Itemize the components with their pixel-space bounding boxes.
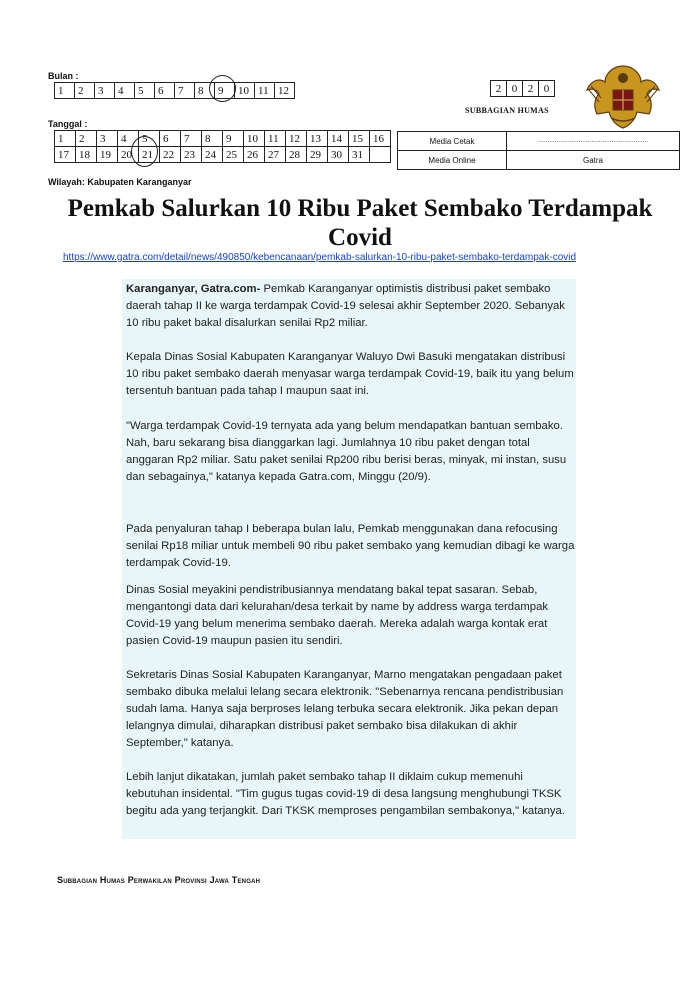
tanggal-cell: 6	[160, 131, 181, 147]
selected-month-circle	[209, 75, 236, 102]
garuda-emblem-icon	[583, 60, 663, 132]
tanggal-cell: 27	[265, 147, 286, 163]
tanggal-cell: 30	[328, 147, 349, 163]
tanggal-cell: 11	[265, 131, 286, 147]
footer-org: Subbagian Humas Perwakilan Provinsi Jawa Tengah	[57, 875, 261, 885]
tanggal-cell: 15	[349, 131, 370, 147]
wilayah: Wilayah: Kabupaten Karanganyar	[48, 177, 192, 187]
tanggal-cell: 18	[76, 147, 97, 163]
lead-text: Pemkab Karanganyar optimistis distribusi paket sembako daerah tahap II ke warga terdampak Covid-19 selesai akhir September 2020. Sebanyak 10 ribu paket bakal disalurkan senilai Rp2 miliar.	[126, 283, 565, 329]
tanggal-cell: 20	[118, 147, 139, 163]
org-name: SUBBAGIAN HUMAS	[465, 106, 549, 115]
tanggal-grid	[54, 130, 391, 163]
tanggal-cell: 19	[97, 147, 118, 163]
year-digit: 0	[539, 81, 555, 97]
bulan-cell: 8	[195, 83, 215, 99]
tanggal-cell: 5	[139, 131, 160, 147]
dateline: Karanganyar, Gatra.com-	[126, 283, 261, 295]
article-body	[122, 279, 576, 839]
year-grid	[490, 80, 555, 97]
tanggal-cell: 28	[286, 147, 307, 163]
year-digit: 2	[523, 81, 539, 97]
tanggal-cell: 31	[349, 147, 370, 163]
tanggal-cell	[370, 147, 391, 163]
tanggal-cell: 25	[223, 147, 244, 163]
selected-date-circle	[131, 136, 158, 167]
bulan-cell: 11	[255, 83, 275, 99]
article-paragraph: Sekretaris Dinas Sosial Kabupaten Karanganyar, Marno mengatakan pengadaan paket sembako dibuka melalui lelang secara elektronik. "Sebenarnya rencana pendistribusian sudah lama. Hanya saja berproses lelang terbuka secara elektronik. Jika pekan depan lelangnya dimulai, diharapkan distribusi paket sembako bisa dilakukan di akhir September," katanya.	[126, 669, 564, 749]
bulan-cell: 9	[215, 83, 235, 99]
tanggal-cell: 9	[223, 131, 244, 147]
bulan-cell: 3	[95, 83, 115, 99]
bulan-label: Bulan :	[48, 71, 79, 81]
bulan-cell: 7	[175, 83, 195, 99]
tanggal-cell: 24	[202, 147, 223, 163]
tanggal-cell: 1	[55, 131, 76, 147]
tanggal-label: Tanggal :	[48, 119, 88, 129]
tanggal-cell: 12	[286, 131, 307, 147]
tanggal-cell: 2	[76, 131, 97, 147]
tanggal-cell: 17	[55, 147, 76, 163]
media-table	[397, 131, 680, 170]
article-paragraph: Dinas Sosial meyakini pendistribusiannya mendatang bakal tepat sasaran. Sebab, mengantongi data dari kelurahan/desa terkait by name by address warga terdampak Covid-19 yang belum menerima sembako daerah. Mereka adalah warga kontak erat pasien Covid-19 maupun pasien itu sendiri.	[126, 584, 549, 647]
tanggal-cell: 7	[181, 131, 202, 147]
bulan-cell: 1	[55, 83, 75, 99]
tanggal-cell: 8	[202, 131, 223, 147]
article-link[interactable]: https://www.gatra.com/detail/news/490850/kebencanaan/pemkab-salurkan-10-ribu-paket-sembako-terdampak-covid	[63, 252, 577, 263]
bulan-cell: 2	[75, 83, 95, 99]
article-lead	[126, 281, 576, 332]
article-paragraph: Lebih lanjut dikatakan, jumlah paket sembako tahap II diklaim cukup memenuhi kebutuhan insidental. "Tim gugus tugas covid-19 di desa langsung menghubungi TKSK begitu ada yang terjangkit. Dari TKSK memproses pengambilan sembakonya," katanya.	[126, 771, 565, 817]
tanggal-cell: 23	[181, 147, 202, 163]
article-paragraph: "Warga terdampak Covid-19 ternyata ada yang belum mendapatkan bantuan sembako. Nah, baru sekarang bisa dianggarkan lagi. Jumlahnya 10 ribu paket dengan total anggaran Rp2 miliar. Satu paket senilai Rp200 ribu berisi beras, minyak, mi instan, susu dan sebagainya," katanya kepada Gatra.com, Minggu (20/9).	[126, 420, 567, 483]
tanggal-cell: 13	[307, 131, 328, 147]
tanggal-cell: 3	[97, 131, 118, 147]
article-paragraph: Kepala Dinas Sosial Kabupaten Karanganyar Waluyo Dwi Basuki mengatakan distribusi 10 ribu paket sembako daerah menyasar warga terdampak Covid-19, baik itu yang belum tersentuh bantuan pada tahap I maupun saat ini.	[126, 351, 574, 397]
article-paragraph: Pada penyaluran tahap I beberapa bulan lalu, Pemkab menggunakan dana refocusing senilai Rp18 miliar untuk membeli 90 ribu paket sembako yang kemudian dibagi ke warga terdampak Covid-19.	[126, 523, 575, 569]
year-digit: 0	[507, 81, 523, 97]
bulan-cell: 4	[115, 83, 135, 99]
bulan-grid	[54, 82, 295, 99]
tanggal-cell: 21	[139, 147, 160, 163]
article-title: Pemkab Salurkan 10 Ribu Paket Sembako Terdampak Covid	[67, 195, 653, 251]
bulan-cell: 10	[235, 83, 255, 99]
media-cetak-value: ……………………………………………………	[507, 132, 680, 151]
tanggal-cell: 29	[307, 147, 328, 163]
bulan-cell: 6	[155, 83, 175, 99]
tanggal-cell: 10	[244, 131, 265, 147]
media-cetak-label: Media Cetak	[398, 132, 507, 151]
tanggal-cell: 4	[118, 131, 139, 147]
tanggal-cell: 26	[244, 147, 265, 163]
year-digit: 2	[491, 81, 507, 97]
bulan-cell: 5	[135, 83, 155, 99]
media-online-label: Media Online	[398, 151, 507, 170]
tanggal-cell: 22	[160, 147, 181, 163]
tanggal-cell: 14	[328, 131, 349, 147]
media-online-value: Gatra	[507, 151, 680, 170]
tanggal-cell: 16	[370, 131, 391, 147]
bulan-cell: 12	[275, 83, 295, 99]
